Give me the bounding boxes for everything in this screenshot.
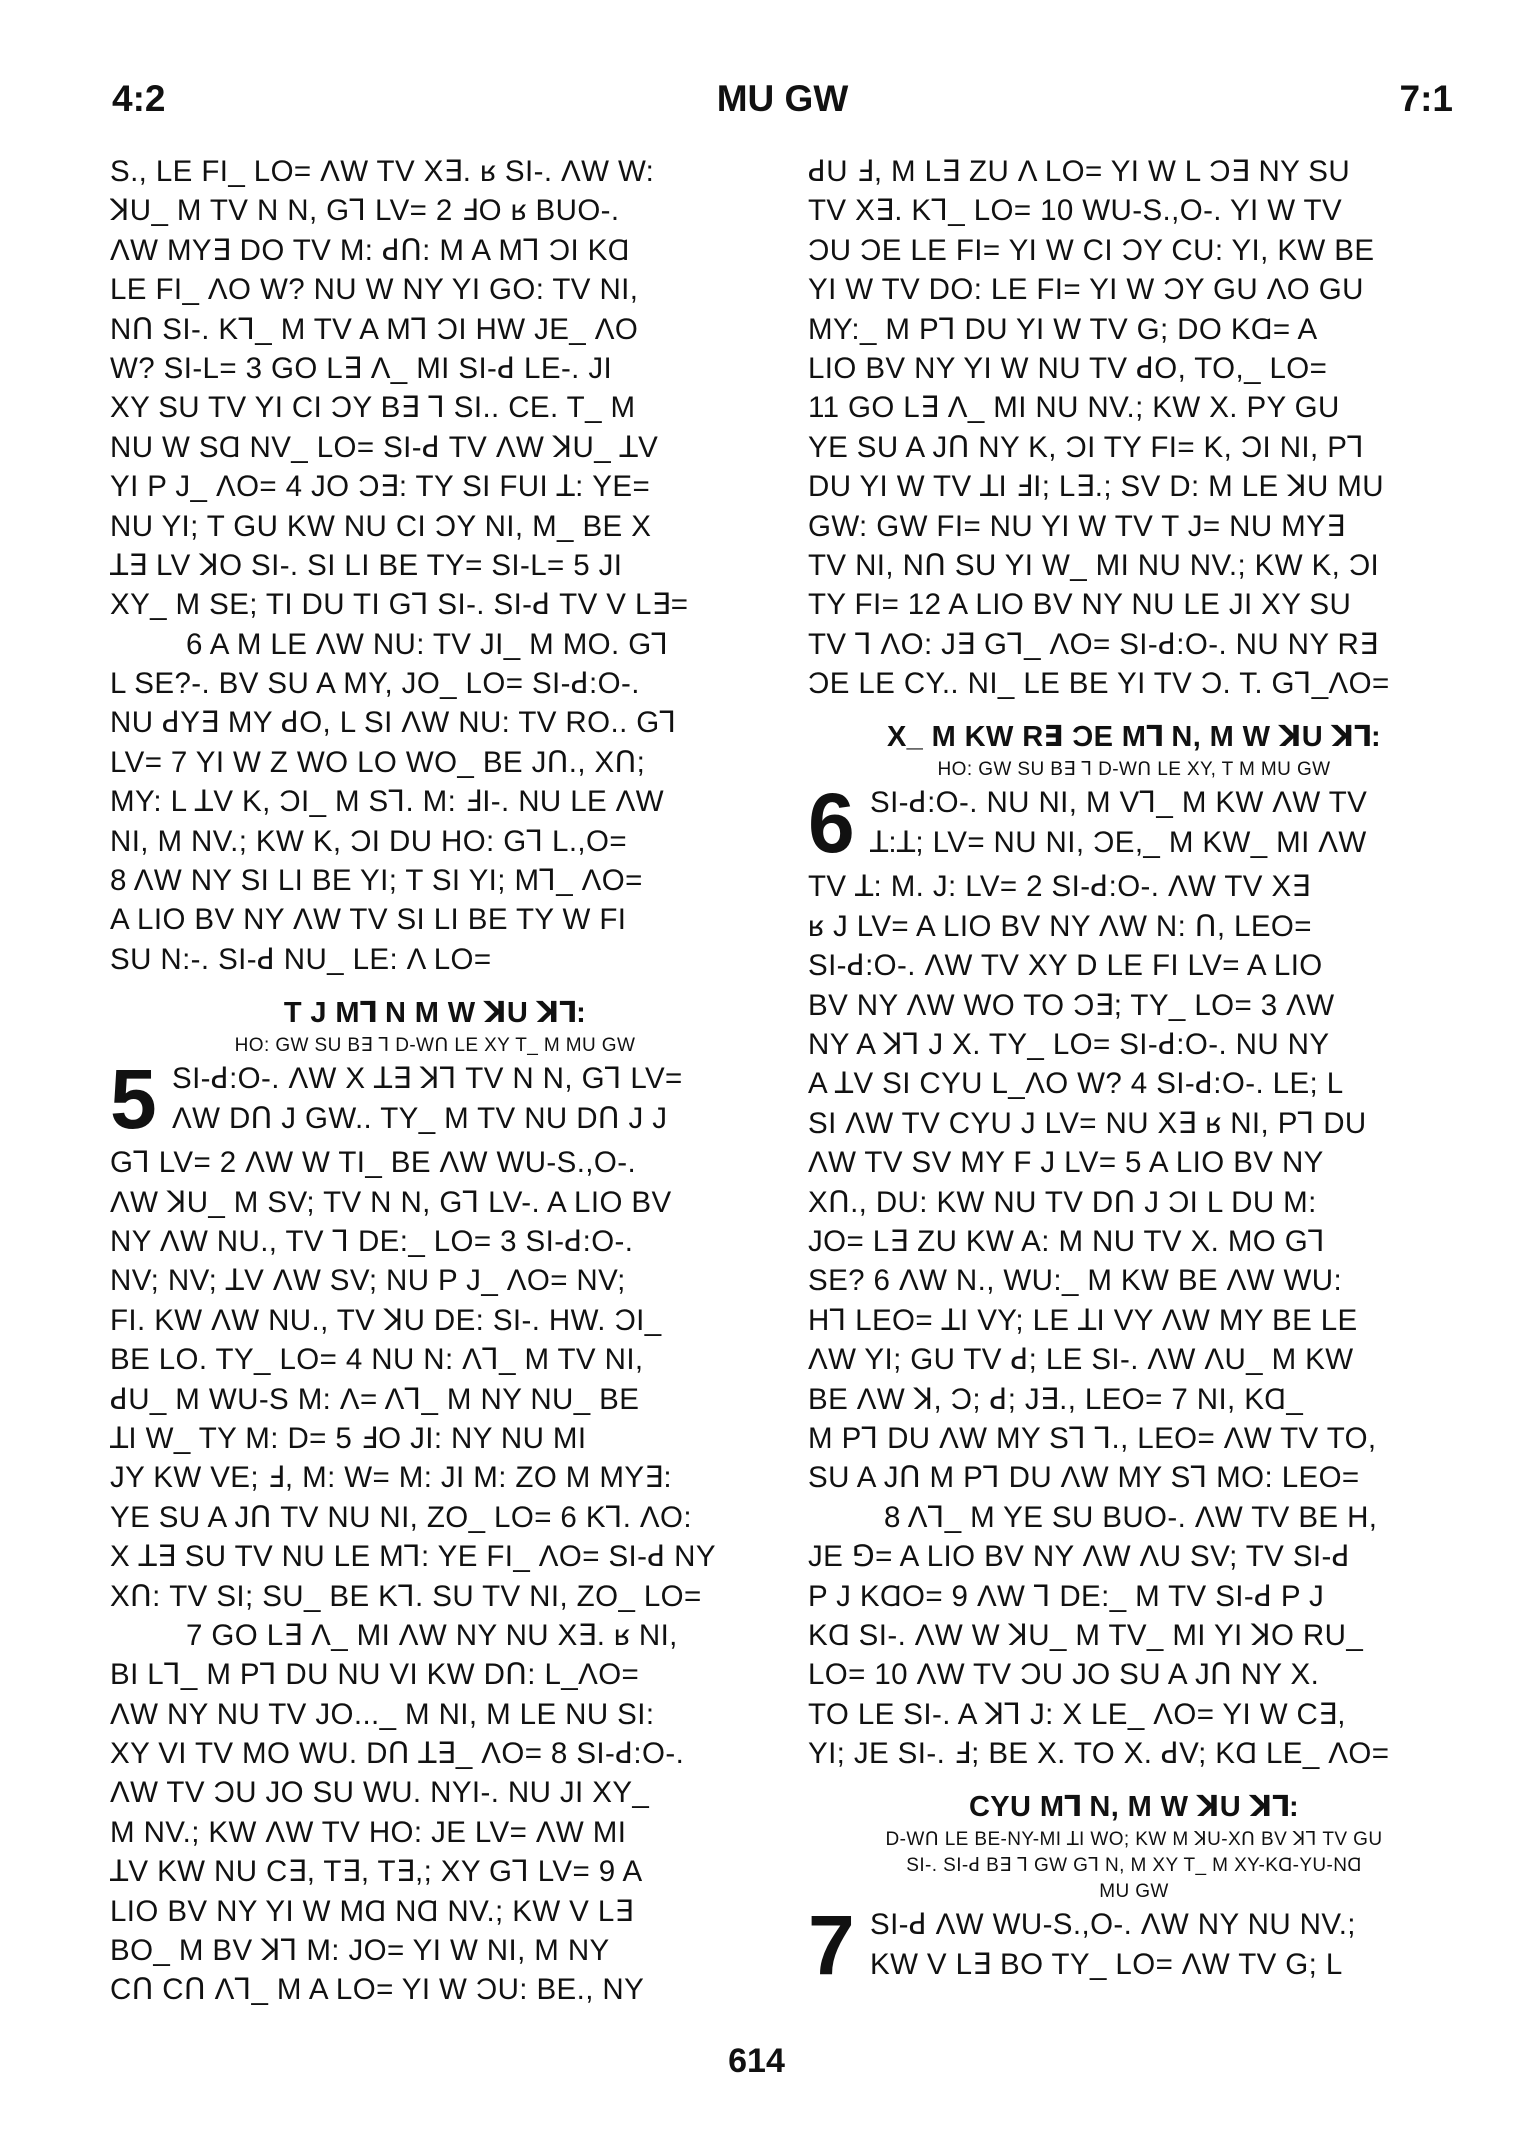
text-line: ꓕI W_ TY M: D= 5 ꓞO JI: NY NU MI bbox=[110, 1421, 587, 1455]
text-block bbox=[110, 152, 760, 625]
text-line: H⅂ LEO= ꓕI VY; LE ꓕI VY ΛW MY BE LE bbox=[808, 1303, 1358, 1337]
text-line: SI-ꓒ ΛW WU-S.,O-. ΛW NY NU NV.; bbox=[870, 1908, 1356, 1942]
text-line: SI-ꓒ:O-. ΛW X ꓕ∃ ꓘ⅂ TV N N, G⅂ LV= bbox=[172, 1062, 683, 1096]
text-line: L SE?-. BV SU A MY, JO_ LO= SI-ꓒ:O-. bbox=[110, 667, 640, 701]
text-line: NY ΛW NU., TV ⅂ DE:_ LO= 3 SI-ꓒ:O-. bbox=[110, 1224, 634, 1258]
chapter-opening-lines bbox=[172, 1059, 760, 1138]
text-line: ƆE LE CY.. NI_ LE BE YI TV Ɔ. T. G⅂_ΛO= bbox=[808, 667, 1390, 701]
chapter-opening-lines bbox=[870, 1905, 1460, 1984]
text-line: XՈ: TV SI; SU_ BE K⅂. SU TV NI, ZO_ LO= bbox=[110, 1579, 702, 1613]
text-line: NU ꓒY∃ MY ꓒO, L SI ΛW NU: TV RO.. G⅂ bbox=[110, 706, 677, 740]
text-line: XY SU TV YI CI ƆY B∃ ⅂ SI.. CE. T_ M bbox=[110, 391, 636, 425]
text-line: S., LE FI_ LO= ΛW TV X∃. ʁ SI-. ΛW W: bbox=[110, 155, 655, 188]
text-line: NՈ SI-. K⅂_ M TV A M⅂ ƆI HW JE_ ΛO bbox=[110, 312, 639, 346]
text-line: SI-ꓒ:O-. NU NI, M V⅂_ M KW ΛW TV bbox=[870, 786, 1368, 820]
text-line: DU YI W TV ꓕI ꓞI; L∃.; SV D: M LE ꓘU MU bbox=[808, 470, 1384, 504]
text-line: XY VI TV MO WU. DՈ ꓕ∃_ ΛO= 8 SI-ꓒ:O-. bbox=[110, 1737, 685, 1771]
right-column bbox=[808, 152, 1460, 1993]
text-line: BE ΛW ꓘ, Ɔ; ꓒ; J∃., LEO= 7 NI, KⱭ_ bbox=[808, 1382, 1304, 1416]
chapter-start bbox=[808, 1898, 1460, 1993]
text-line: JY KW VE; ꓞ, M: W= M: JI M: ZO M MY∃: bbox=[110, 1461, 673, 1495]
text-line: 8 Λ⅂_ M YE SU BUO-. ΛW TV BE H, bbox=[884, 1500, 1378, 1534]
section-subheading bbox=[808, 1827, 1460, 1905]
text-line: NU YI; T GU KW NU CI ƆY NI, M_ BE X bbox=[110, 509, 652, 543]
text-line: G⅂ LV= 2 ΛW W TI_ BE ΛW WU-S.,O-. bbox=[110, 1146, 637, 1180]
text-line: 8 ΛW NY SI LI BE YI; T SI YI; M⅂_ ΛO= bbox=[110, 864, 643, 898]
text-line: SU N:-. SI-ꓒ NU_ LE: Λ LO= bbox=[110, 942, 492, 976]
text-line: ΛW NY NU TV JO..._ M NI, M LE NU SI: bbox=[110, 1697, 655, 1731]
text-line: YI W TV DO: LE FI= YI W ƆY GU ΛO GU bbox=[808, 273, 1364, 307]
text-line: NI, M NV.; KW K, ƆI DU HO: G⅂ L.,O= bbox=[110, 824, 627, 858]
text-line: TO LE SI-. A ꓘ⅂ J: X LE_ ΛO= YI W C∃, bbox=[808, 1697, 1346, 1731]
text-line: MY:_ M P⅂ DU YI W TV G; DO KⱭ= A bbox=[808, 312, 1318, 346]
text-line: D-WՈ LE BE-NY-MI ꓕI WO; KW M ꓘU-XՈ BV ꓘ⅂ TV GU bbox=[885, 1829, 1383, 1851]
text-line: JO= L∃ ZU KW A: M NU TV X. MO G⅂ bbox=[808, 1224, 1325, 1258]
text-line: ꓕ∃ LV ꓘO SI-. SI LI BE TY= SI-L= 5 JI bbox=[110, 548, 623, 582]
page-number: 614 bbox=[728, 2042, 785, 2080]
text-line: W? SI-L= 3 GO L∃ Λ_ MI SI-ꓒ LE-. JI bbox=[110, 351, 613, 385]
text-line: NU W SⱭ NV_ LO= SI-ꓒ TV ΛW ꓘU_ ꓕV bbox=[110, 430, 659, 464]
chapter-number: 5 bbox=[110, 1052, 158, 1147]
section-subheading: HO: GW SU B∃ ⅂ D-WՈ LE XY T_ M MU GW bbox=[234, 1035, 636, 1057]
text-line: BO_ M BV ꓘ⅂ M: JO= YI W NI, M NY bbox=[110, 1934, 610, 1968]
text-line: YI P J_ ΛO= 4 JO Ɔ∃: TY SI FUI ꓕ: YE= bbox=[110, 470, 651, 504]
text-line: ꓕV KW NU C∃, T∃, T∃,; XY G⅂ LV= 9 A bbox=[110, 1855, 643, 1889]
text-line: SI-. SI-ꓒ B∃ ⅂ GW G⅂ N, M XY T_ M XY-KⱭ-YU-NⱭ bbox=[906, 1855, 1362, 1877]
text-line: KⱭ SI-. ΛW W ꓘU_ M TV_ MI YI ꓘO RU_ bbox=[808, 1618, 1364, 1652]
text-line: ƆU ƆE LE FI= YI W CI ƆY CU: YI, KW BE bbox=[808, 233, 1375, 267]
chapter-number: 6 bbox=[808, 776, 856, 871]
text-line: MY: L ꓕV K, ƆI_ M S⅂. M: ꓞI-. NU LE ΛW bbox=[110, 785, 665, 819]
header-book-title: MU GW bbox=[716, 78, 849, 119]
text-line: 6 A M LE ΛW NU: TV JI_ M MO. G⅂ bbox=[186, 627, 669, 661]
text-line: ʁ J LV= A LIO BV NY ΛW N: Ո, LEO= bbox=[808, 909, 1312, 943]
header-chapter-verse-end: 7:1 bbox=[1399, 78, 1453, 119]
section-subheading: HO: GW SU B∃ ⅂ D-WՈ LE XY, T M MU GW bbox=[937, 759, 1331, 781]
paragraph bbox=[110, 1616, 760, 2010]
header-chapter-verse-start: 4:2 bbox=[112, 78, 166, 119]
text-line: SE? 6 ΛW N., WU:_ M KW BE ΛW WU: bbox=[808, 1264, 1343, 1298]
text-line: TV ꓕ: M. J: LV= 2 SI-ꓒ:O-. ΛW TV X∃ bbox=[808, 870, 1311, 904]
text-line: TV X∃. K⅂_ LO= 10 WU-S.,O-. YI W TV bbox=[808, 194, 1343, 228]
chapter-number: 7 bbox=[808, 1898, 856, 1993]
text-line: ꓕ:ꓕ; LV= NU NI, ƆE,_ M KW_ MI ΛW bbox=[870, 825, 1367, 859]
chapter-start bbox=[808, 776, 1460, 871]
text-line: TY FI= 12 A LIO BV NY NU LE JI XY SU bbox=[808, 588, 1352, 622]
text-line: KW V L∃ BO TY_ LO= ΛW TV G; L bbox=[870, 1947, 1343, 1981]
text-line: 7 GO L∃ Λ_ MI ΛW NY NU X∃. ʁ NI, bbox=[186, 1618, 678, 1652]
text-line: A LIO BV NY ΛW TV SI LI BE TY W FI bbox=[110, 903, 627, 937]
text-line: 11 GO L∃ Λ_ MI NU NV.; KW X. PY GU bbox=[808, 391, 1340, 425]
text-line: FI. KW ΛW NU., TV ꓘU DE: SI-. HW. ƆI_ bbox=[110, 1303, 662, 1337]
section-heading: T J M⅂ N M W ꓘU ꓘ⅂: bbox=[283, 997, 587, 1030]
text-line: BV NY ΛW WO TO Ɔ∃; TY_ LO= 3 ΛW bbox=[808, 988, 1335, 1022]
paragraph bbox=[110, 625, 760, 980]
text-line: P J KⱭO= 9 ΛW ⅂ DE:_ M TV SI-ꓒ P J bbox=[808, 1579, 1325, 1613]
page-header bbox=[112, 78, 1453, 128]
text-line: ΛW MY∃ DO TV M: ꓒՈ: M A M⅂ ƆI KⱭ bbox=[110, 233, 630, 267]
text-line: ꓒU_ M WU-S M: Λ= Λ⅂_ M NY NU_ BE bbox=[110, 1382, 640, 1416]
section-heading: X_ M KW R∃ ƆE M⅂ N, M W ꓘU ꓘ⅂: bbox=[886, 721, 1382, 754]
text-line: BI L⅂_ M P⅂ DU NU VI KW DՈ: L_ΛO= bbox=[110, 1658, 640, 1692]
text-line: M P⅂ DU ΛW MY S⅂ ⅂., LEO= ΛW TV TO, bbox=[808, 1421, 1377, 1455]
text-block bbox=[808, 152, 1460, 703]
text-block bbox=[110, 1143, 760, 1616]
text-line: ΛW TV SV MY F J LV= 5 A LIO BV NY bbox=[808, 1146, 1324, 1180]
text-line: ꓒU ꓞ, M L∃ ZU Λ LO= YI W L Ɔ∃ NY SU bbox=[808, 155, 1351, 188]
text-line: NV; NV; ꓕV ΛW SV; NU P J_ ΛO= NV; bbox=[110, 1264, 626, 1298]
text-line: LE FI_ ΛO W? NU W NY YI GO: TV NI, bbox=[110, 273, 639, 307]
text-line: CՈ CՈ Λ⅂_ M A LO= YI W ƆU: BE., NY bbox=[110, 1973, 645, 2007]
text-line: SI ΛW TV CYU J LV= NU X∃ ʁ NI, P⅂ DU bbox=[808, 1106, 1367, 1140]
text-line: ꓘU_ M TV N N, G⅂ LV= 2 ꓞO ʁ BUO-. bbox=[110, 194, 620, 228]
text-line: LV= 7 YI W Z WO LO WO_ BE JՈ., XՈ; bbox=[110, 745, 646, 779]
text-line: XՈ., DU: KW NU TV DՈ J ƆI L DU M: bbox=[808, 1185, 1317, 1219]
text-line: LO= 10 ΛW TV ƆU JO SU A JՈ NY X. bbox=[808, 1658, 1320, 1692]
text-line: X ꓕ∃ SU TV NU LE M⅂: YE FI_ ΛO= SI-ꓒ NY bbox=[110, 1540, 716, 1574]
text-line: YI; JE SI-. ꓞ; BE X. TO X. ꓒV; KⱭ LE_ ΛO= bbox=[808, 1737, 1390, 1771]
section-heading: CYU M⅂ N, M W ꓘU ꓘ⅂: bbox=[968, 1791, 1300, 1824]
text-line: XY_ M SE; TI DU TI G⅂ SI-. SI-ꓒ TV V L∃= bbox=[110, 588, 689, 622]
text-line: SU A JՈ M P⅂ DU ΛW MY S⅂ MO: LEO= bbox=[808, 1461, 1360, 1495]
text-line: NY A ꓘ⅂ J X. TY_ LO= SI-ꓒ:O-. NU NY bbox=[808, 1028, 1330, 1062]
text-line: BE LO. TY_ LO= 4 NU N: Λ⅂_ M TV NI, bbox=[110, 1343, 644, 1377]
chapter-start bbox=[110, 1052, 760, 1147]
text-line: JE ⅁= A LIO BV NY ΛW ΛU SV; TV SI-ꓒ bbox=[808, 1540, 1350, 1574]
text-line: M NV.; KW ΛW TV HO: JE LV= ΛW MI bbox=[110, 1815, 627, 1849]
text-line: GW: GW FI= NU YI W TV T J= NU MY∃ bbox=[808, 509, 1346, 543]
text-line: A ꓕV SI CYU L_ΛO W? 4 SI-ꓒ:O-. LE; L bbox=[808, 1067, 1344, 1101]
text-line: SI-ꓒ:O-. ΛW TV XY D LE FI LV= A LIO bbox=[808, 949, 1323, 983]
text-line: LIO BV NY YI W MⱭ NⱭ NV.; KW V L∃ bbox=[110, 1894, 634, 1928]
text-line: ΛW YI; GU TV ꓒ; LE SI-. ΛW ΛU_ M KW bbox=[808, 1343, 1354, 1377]
text-line: LIO BV NY YI W NU TV ꓒO, TO,_ LO= bbox=[808, 351, 1328, 385]
text-line: TV NI, NՈ SU YI W_ MI NU NV.; KW K, ƆI bbox=[808, 548, 1380, 582]
text-line: ΛW DՈ J GW.. TY_ M TV NU DՈ J J bbox=[172, 1101, 668, 1135]
text-line: YE SU A JՈ TV NU NI, ZO_ LO= 6 K⅂. ΛO: bbox=[110, 1500, 692, 1534]
text-line: ΛW ꓘU_ M SV; TV N N, G⅂ LV-. A LIO BV bbox=[110, 1185, 672, 1219]
text-block bbox=[808, 867, 1460, 1497]
left-column bbox=[110, 152, 760, 2010]
text-line: MU GW bbox=[1099, 1881, 1169, 1903]
text-line: YE SU A JՈ NY K, ƆI TY FI= K, ƆI NI, P⅂ bbox=[808, 430, 1365, 464]
paragraph bbox=[808, 1498, 1460, 1774]
text-line: TV ⅂ ΛO: J∃ G⅂_ ΛO= SI-ꓒ:O-. NU NY R∃ bbox=[808, 627, 1379, 661]
chapter-opening-lines bbox=[870, 783, 1460, 862]
text-line: ΛW TV ƆU JO SU WU. NYI-. NU JI XY_ bbox=[110, 1776, 650, 1810]
